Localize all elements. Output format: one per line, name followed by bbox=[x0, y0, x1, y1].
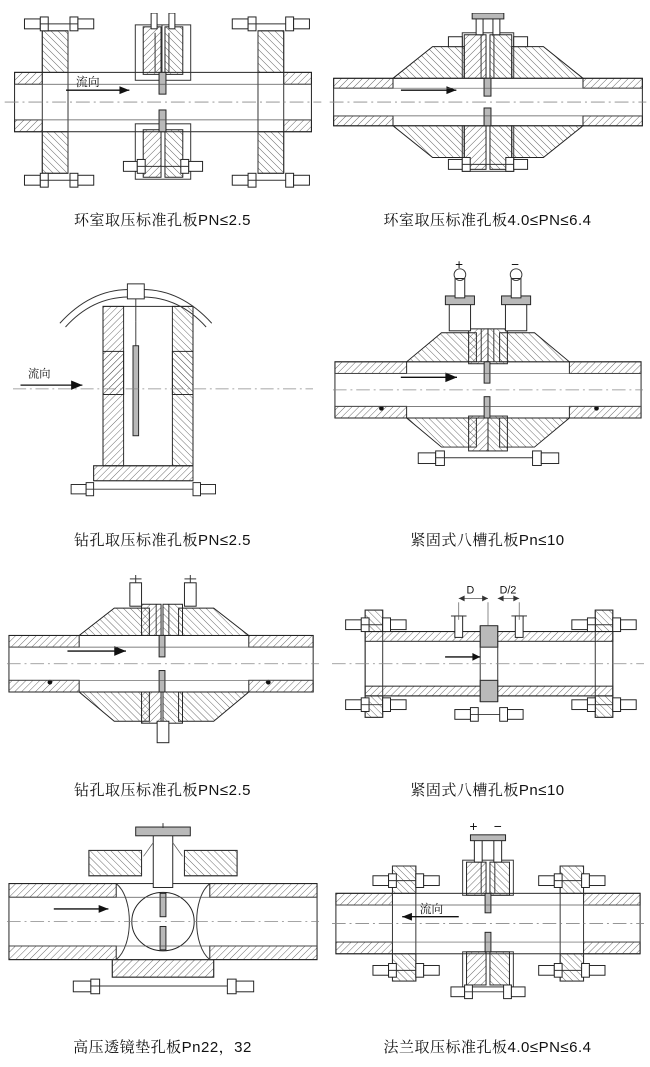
figure-6-drawing bbox=[327, 564, 648, 780]
figure-2-drawing bbox=[327, 4, 648, 210]
figure-8-caption: 法兰取压标准孔板4.0≤PN≤6.4 bbox=[383, 1039, 592, 1056]
svg-text:+: + bbox=[468, 823, 477, 834]
svg-text:−: − bbox=[493, 823, 502, 834]
figure-4-caption: 紧固式八槽孔板Pn≤10 bbox=[410, 532, 565, 549]
figure-8-drawing bbox=[327, 814, 648, 1037]
figure-4-drawing bbox=[327, 244, 648, 530]
fig3-svg bbox=[13, 265, 313, 509]
figure-cell-5 bbox=[0, 560, 325, 810]
figure-cell-1 bbox=[0, 0, 325, 240]
figure-cell-8 bbox=[325, 810, 650, 1067]
fig2-svg bbox=[329, 13, 647, 201]
svg-text:−: − bbox=[510, 261, 519, 272]
svg-text:流向: 流向 bbox=[75, 75, 100, 90]
figure-cell-2 bbox=[325, 0, 650, 240]
svg-text:D/2: D/2 bbox=[499, 584, 516, 597]
figure-cell-4 bbox=[325, 240, 650, 560]
figure-3-caption: 钻孔取压标准孔板PN≤2.5 bbox=[74, 532, 251, 549]
figure-cell-6 bbox=[325, 560, 650, 810]
fig8-svg bbox=[332, 823, 644, 1028]
figure-1-drawing bbox=[2, 4, 323, 210]
fig5-svg bbox=[7, 575, 319, 770]
svg-text:流向: 流向 bbox=[419, 902, 443, 916]
figure-5-drawing bbox=[2, 564, 323, 780]
figure-7-drawing bbox=[2, 814, 323, 1037]
figure-3-drawing bbox=[2, 244, 323, 530]
fig1-svg bbox=[4, 13, 322, 201]
figure-7-caption: 高压透镜垫孔板Pn22，32 bbox=[73, 1039, 252, 1056]
svg-text:+: + bbox=[454, 261, 463, 272]
figure-6-caption: 紧固式八槽孔板Pn≤10 bbox=[410, 782, 565, 799]
fig6-svg bbox=[332, 575, 644, 770]
figure-5-caption: 钻孔取压标准孔板PN≤2.5 bbox=[74, 782, 251, 799]
figure-cell-3 bbox=[0, 240, 325, 560]
figure-1-caption: 环室取压标准孔板PN≤2.5 bbox=[74, 212, 251, 229]
svg-text:D: D bbox=[466, 584, 474, 597]
svg-text:流向: 流向 bbox=[27, 368, 51, 381]
fig4-svg bbox=[333, 261, 643, 513]
fig7-svg bbox=[7, 823, 319, 1028]
figure-2-caption: 环室取压标准孔板4.0≤PN≤6.4 bbox=[383, 212, 592, 229]
figure-cell-7 bbox=[0, 810, 325, 1067]
